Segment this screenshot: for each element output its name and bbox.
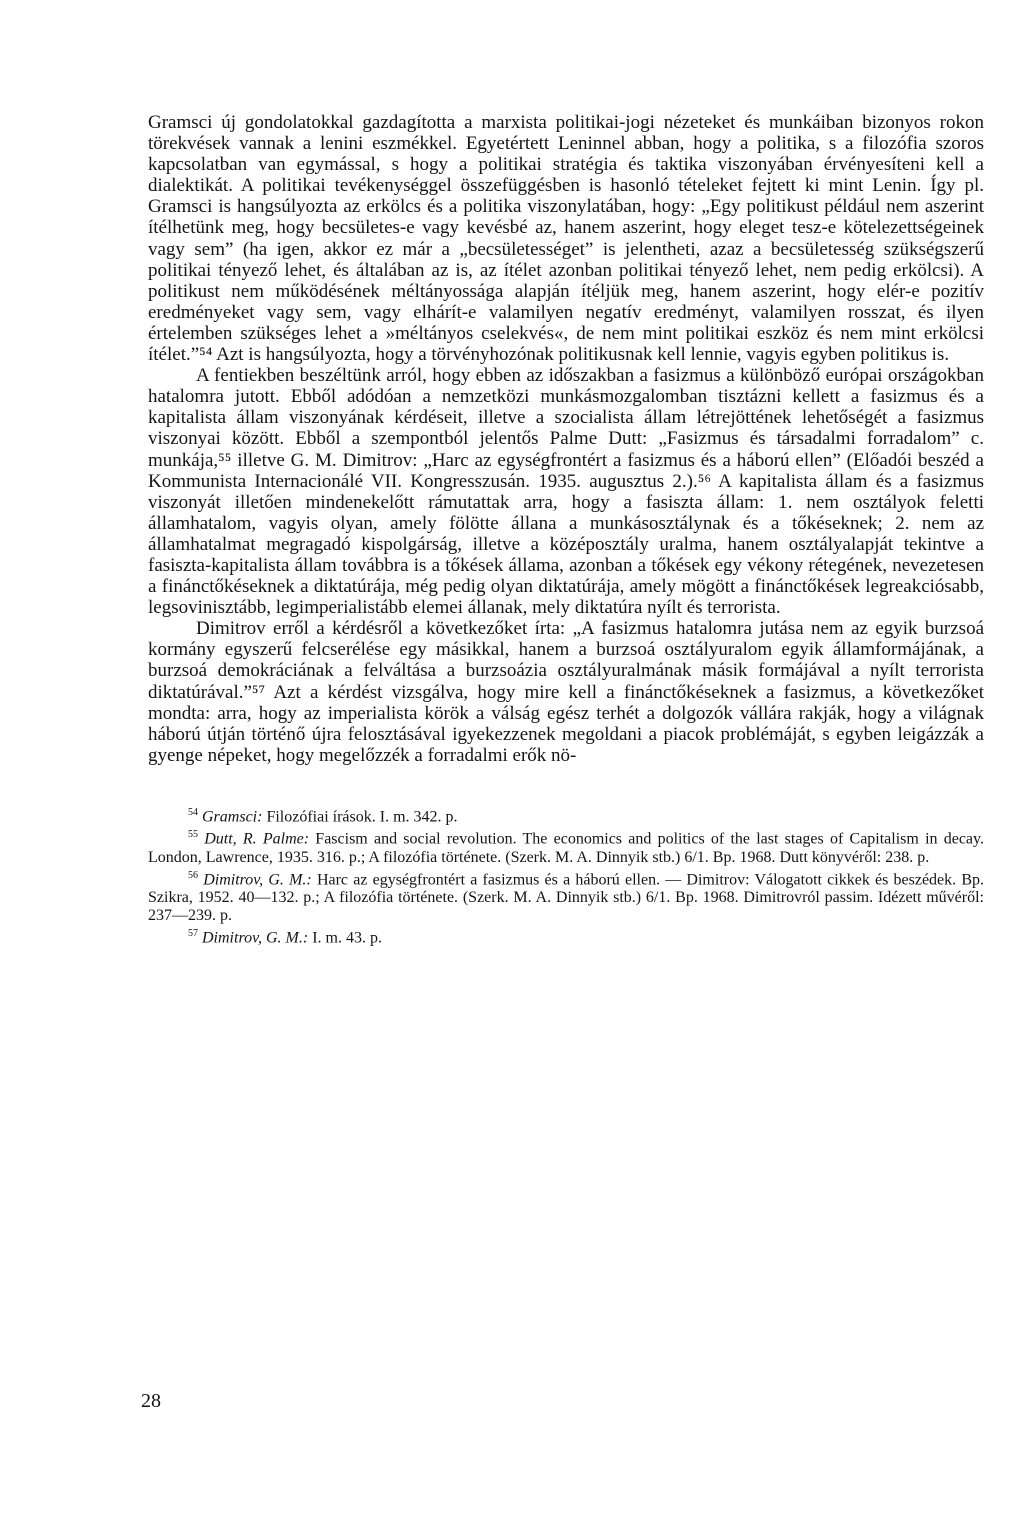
footnote-text: Fascism and social revolution. The economics and politics of the last stages of Capitalism in decay. London, Lawrence, 1935. 316. p.; A filozófia története. (Szerk. M. A. Dinnyik stb.) 6/1. Bp. 1968. Dutt könyvéről: 238. p. bbox=[148, 830, 984, 866]
body-paragraph: A fentiekben beszéltünk arról, hogy ebben az időszakban a fasizmus a különböző európai országokban hatalomra jutott. Ebből adódóan a nemzetközi munkásmozgalomban tisztázni kellett a fasizmus és a kapitalista állam viszonyának kérdéseit, illetve a szocialista állam létrejöttének lehetőségét a fasizmus viszonyai között. Ebből a szempontból jelentős Palme Dutt: „Fasizmus és társadalmi forradalom” c. munkája,⁵⁵ illetve G. M. Dimitrov: „Harc az egységfrontért a fasizmus és a háború ellen” (Előadói beszéd a Kommunista Internacionálé VII. Kongresszusán. 1935. augusztus 2.).⁵⁶ A kapitalista állam és a fasizmus viszonyát illetően mindenekelőtt rámutattak arra, hogy a fasiszta állam: 1. nem osztályok feletti államhatalom, vagyis olyan, amely fölötte állana a munkásosztálynak és a tőkéseknek; 2. nem az államhatalmat megragadó kispolgárság, illetve a középosztály uralma, hanem osztályalapját tekintve a fasiszta-kapitalista állam továbbra is a tőkések állama, azonban a tőkések egy vékony rétegének, nevezetesen a finánctőkéseknek a diktatúrája, még pedig olyan diktatúrája, amely mögött a finánctőkések legreakciósabb, legsovinisztább, legimperialistább elemei állanak, mely diktatúra nyílt és terrorista. bbox=[148, 365, 984, 619]
footnote-author: Dimitrov, G. M.: bbox=[203, 870, 312, 888]
footnote-text: I. m. 43. p. bbox=[308, 929, 382, 947]
footnote-number: 54 bbox=[188, 806, 198, 818]
footnote-author: Gramsci: bbox=[202, 808, 263, 826]
footnote-text: Filozófiai írások. I. m. 342. p. bbox=[262, 808, 458, 826]
footnote-55 bbox=[148, 826, 984, 866]
page-number: 28 bbox=[141, 1390, 161, 1412]
footnote-number: 56 bbox=[188, 869, 198, 881]
footnote-56 bbox=[148, 867, 984, 925]
footnote-number: 57 bbox=[188, 927, 198, 939]
page-content bbox=[148, 112, 984, 947]
footnote-57 bbox=[148, 925, 984, 947]
footnote-54 bbox=[148, 804, 984, 826]
footnotes bbox=[148, 804, 984, 947]
body-paragraph: Dimitrov erről a kérdésről a következőket írta: „A fasizmus hatalomra jutása nem az egyik burzsoá kormány egyszerű felcserélése egy másikkal, hanem a burzsoá osztályuralom egyik államformájának, a burzsoá demokráciának a felváltása a burzsoázia osztályuralmának másik formájával a nyílt terrorista diktatúrával.”⁵⁷ Azt a kérdést vizsgálva, hogy mire kell a finánctőkéseknek a fasizmus, a következőket mondta: arra, hogy az imperialista körök a válság egész terhét a dolgozók vállára rakják, hogy a világnak háború útján történő újra felosztásával igyekezzenek megoldani a piacok problémáját, s egyben leigázzák a gyenge népeket, hogy megelőzzék a forradalmi erők nö- bbox=[148, 618, 984, 766]
footnote-author: Dutt, R. Palme: bbox=[204, 830, 310, 848]
footnote-author: Dimitrov, G. M.: bbox=[202, 929, 309, 947]
footnote-text: Harc az egységfrontért a fasizmus és a háború ellen. — Dimitrov: Válogatott cikkek és beszédek. Bp. Szikra, 1952. 40—132. p.; A filozófia története. (Szerk. M. A. Dinnyik stb.) 6/1. Bp. 1968. Dimitrovról passim. Idézett művéről: 237—239. p. bbox=[148, 870, 985, 924]
footnote-number: 55 bbox=[188, 829, 198, 841]
body-paragraph: Gramsci új gondolatokkal gazdagította a marxista politikai-jogi nézeteket és munkáiban bizonyos rokon törekvések vannak a lenini eszmékkel. Egyetértett Leninnel abban, hogy a politika, s a filozófia szoros kapcsolatban van egymással, s hogy a politikai stratégia és taktika viszonyában érvényesíteni kell a dialektikát. A politikai tevékenységgel összefüggésben is hasonló tételeket fejtett ki mint Lenin. Így pl. Gramsci is hangsúlyozta az erkölcs és a politika viszonylatában, hogy: „Egy politikust például nem aszerint ítélhetünk meg, hogy becsületes-e vagy kevésbé az, hanem aszerint, hogy eleget tesz-e kötelezettségeinek vagy sem” (ha igen, akkor ez már a „becsületességet” is jelentheti, azaz a becsületesség szükségszerű politikai tényező lehet, és általában az is, az ítélet azonban politikai tényező lehet, nem pedig erkölcsi). A politikust nem működésének méltányossága alapján ítéljük meg, hanem aszerint, hogy elér-e pozitív eredményeket vagy sem, vagy elhárít-e valamilyen negatív eredményt, valamilyen rosszat, és ilyen értelemben szükséges lehet a »méltányos cselekvés«, de nem mint politikai eszköz és nem mint erkölcsi ítélet.”⁵⁴ Azt is hangsúlyozta, hogy a törvényhozónak politikusnak kell lennie, vagyis egyben politikus is. bbox=[148, 112, 984, 366]
